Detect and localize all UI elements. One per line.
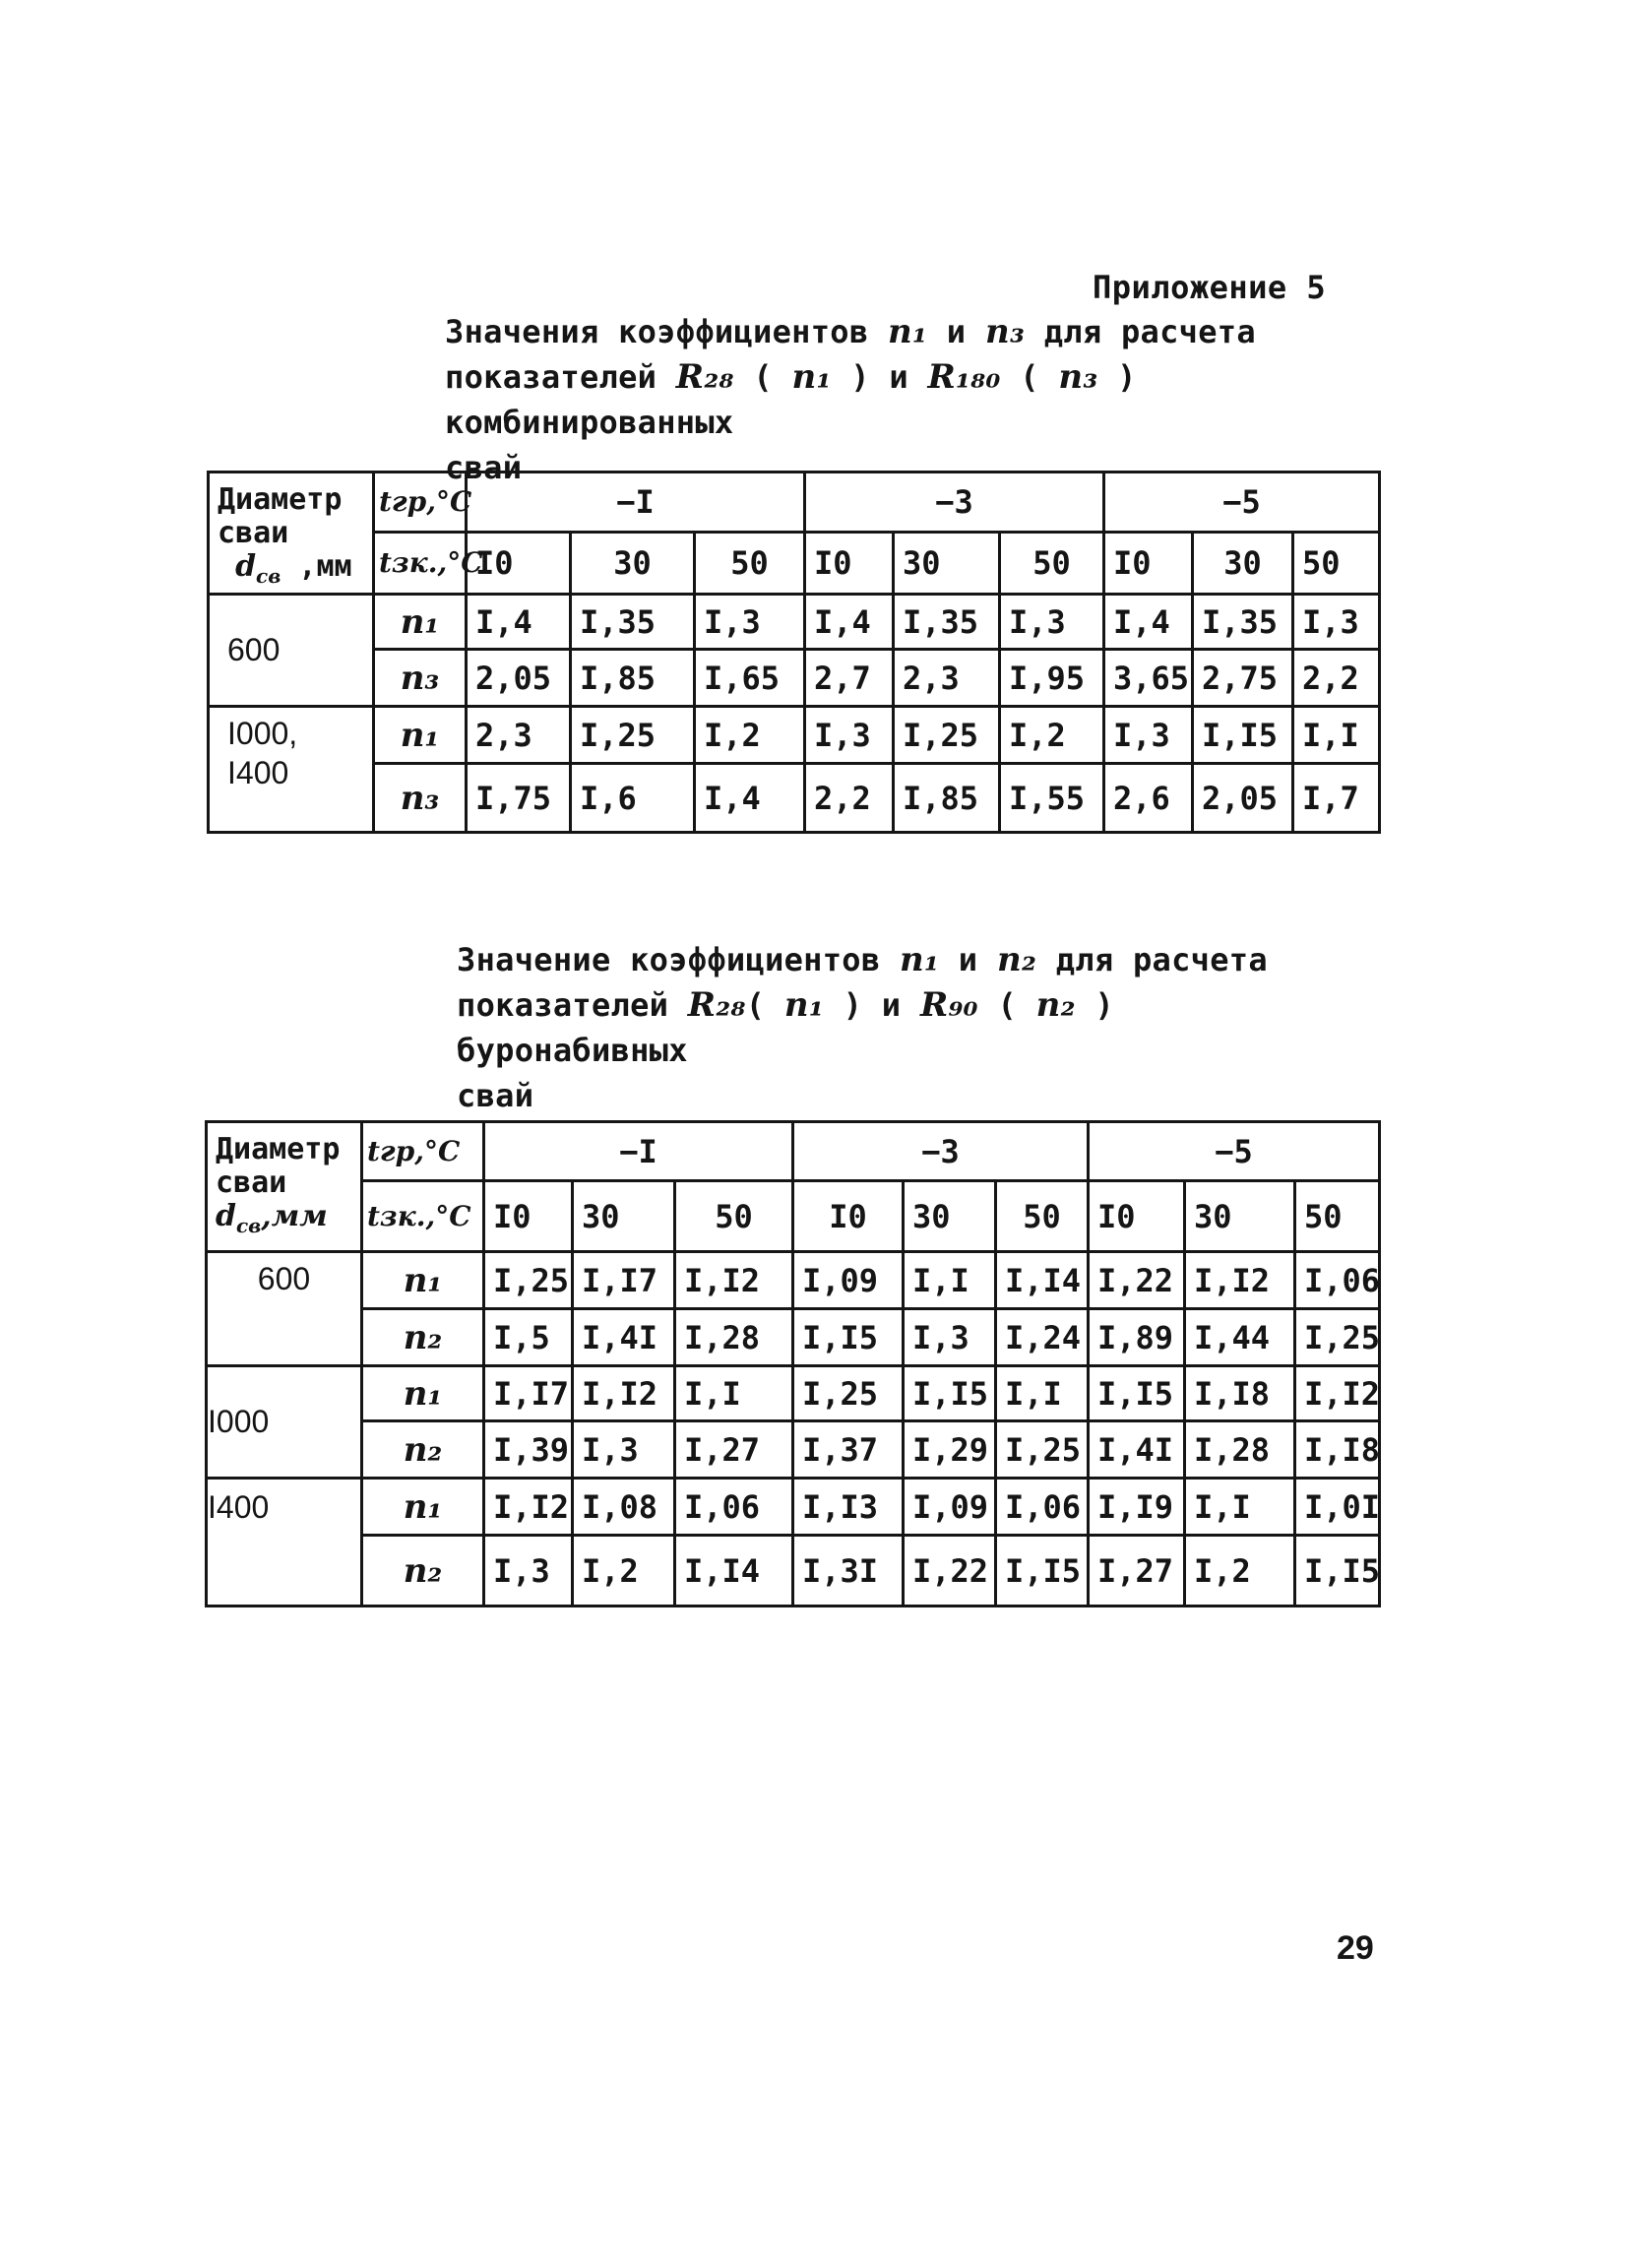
value-cell: I,I2 xyxy=(1185,1252,1295,1309)
value-cell: I,5 xyxy=(484,1309,573,1366)
diameter-symbol xyxy=(216,1200,360,1242)
coef-label: n₁ xyxy=(362,1252,484,1309)
value-cell: I,I xyxy=(904,1252,996,1309)
table1-caption-line3: свай xyxy=(445,449,523,486)
value-cell: 2,2 xyxy=(1293,650,1380,707)
table1-caption-line2 xyxy=(445,354,1331,445)
coef-symbol: n₂ xyxy=(996,940,1037,979)
group-header: −5 xyxy=(1089,1122,1380,1181)
coef-label: n₁ xyxy=(374,707,467,764)
value-cell: I,65 xyxy=(695,650,805,707)
value-cell: I,I2 xyxy=(675,1252,793,1309)
diameter-value: 600 xyxy=(207,1252,362,1366)
caption-text: и xyxy=(939,941,997,978)
t-hardening-header: tзк.,°C xyxy=(362,1181,484,1252)
value-cell: I,3 xyxy=(805,707,894,764)
value-cell: I,I7 xyxy=(484,1366,573,1421)
value-cell: 2,7 xyxy=(805,650,894,707)
table2-header-row1 xyxy=(207,1122,1380,1181)
value-cell: 3,65 xyxy=(1104,650,1193,707)
t-hardening-header: tзк.,°C xyxy=(374,532,467,594)
diameter-value: I000 xyxy=(207,1366,362,1479)
sub-header: 50 xyxy=(1000,532,1104,594)
value-cell: I,85 xyxy=(571,650,695,707)
value-cell: I,25 xyxy=(996,1421,1089,1479)
value-cell: I,4 xyxy=(805,595,894,650)
table-row xyxy=(207,1309,1380,1366)
value-cell: I,I3 xyxy=(793,1479,904,1536)
value-cell: I,28 xyxy=(1185,1421,1295,1479)
value-cell: I,I4 xyxy=(996,1252,1089,1309)
value-cell: I,I xyxy=(996,1366,1089,1421)
value-cell: I,I8 xyxy=(1295,1421,1380,1479)
diameter-label: Диаметр xyxy=(218,482,343,517)
coef-label: n₁ xyxy=(374,595,467,650)
value-cell: I,85 xyxy=(894,764,1000,833)
diam-sub: св xyxy=(235,1214,262,1237)
value-cell: I,I2 xyxy=(573,1366,675,1421)
table1-caption xyxy=(445,309,1331,490)
coef-label: n₂ xyxy=(362,1309,484,1366)
value-cell: 2,05 xyxy=(467,650,571,707)
value-cell: I,3 xyxy=(1293,595,1380,650)
diameter-value-line: I400 xyxy=(227,755,289,790)
caption-text: ) и xyxy=(824,986,920,1024)
value-cell: I,75 xyxy=(467,764,571,833)
value-cell: I,I5 xyxy=(1295,1536,1380,1606)
value-cell: I,25 xyxy=(484,1252,573,1309)
value-cell: I,37 xyxy=(793,1421,904,1479)
value-cell: I,I2 xyxy=(1295,1366,1380,1421)
caption-text: ) комбинированных xyxy=(445,358,1137,441)
value-cell: I,08 xyxy=(573,1479,675,1536)
value-cell: I,3 xyxy=(1104,707,1193,764)
group-header: −I xyxy=(484,1122,793,1181)
coef-symbol: R₉₀ xyxy=(919,985,978,1025)
table-row xyxy=(209,764,1380,833)
value-cell: I,2 xyxy=(1185,1536,1295,1606)
value-cell: I,35 xyxy=(894,595,1000,650)
coef-symbol: R₂₈ xyxy=(687,985,746,1025)
value-cell: I,06 xyxy=(675,1479,793,1536)
value-cell: I,22 xyxy=(1089,1252,1185,1309)
coef-label: n₁ xyxy=(362,1479,484,1536)
value-cell: I,35 xyxy=(1193,595,1293,650)
sub-header: I0 xyxy=(793,1181,904,1252)
value-cell: I,4I xyxy=(573,1309,675,1366)
diam-sub: св xyxy=(256,564,281,588)
sub-header: 50 xyxy=(675,1181,793,1252)
caption-text: для расчета xyxy=(1036,941,1268,978)
coef-label: n₃ xyxy=(374,764,467,833)
group-header: −5 xyxy=(1104,472,1380,533)
sub-header: 30 xyxy=(894,532,1000,594)
group-header: −3 xyxy=(793,1122,1089,1181)
value-cell: 2,75 xyxy=(1193,650,1293,707)
value-cell: I,35 xyxy=(571,595,695,650)
coef-symbol: n₁ xyxy=(791,357,832,397)
diam-unit: ,мм xyxy=(261,1199,328,1233)
value-cell: I,39 xyxy=(484,1421,573,1479)
diameter-value: 600 xyxy=(209,595,374,707)
value-cell: 2,05 xyxy=(1193,764,1293,833)
table-row xyxy=(207,1252,1380,1309)
value-cell: I,25 xyxy=(793,1366,904,1421)
value-cell: I,06 xyxy=(996,1479,1089,1536)
coef-symbol: n₁ xyxy=(888,312,928,351)
sub-header: 50 xyxy=(1295,1181,1380,1252)
value-cell: 2,3 xyxy=(894,650,1000,707)
value-cell: I,44 xyxy=(1185,1309,1295,1366)
sub-header: 30 xyxy=(573,1181,675,1252)
value-cell: I,I5 xyxy=(996,1536,1089,1606)
value-cell: I,I5 xyxy=(793,1309,904,1366)
value-cell: I,2 xyxy=(695,707,805,764)
caption-text: Значения коэффициентов xyxy=(445,313,889,350)
caption-text: Значение коэффициентов xyxy=(457,941,901,978)
sub-header: 30 xyxy=(1193,532,1293,594)
t-ground-header: tгр,°C xyxy=(362,1122,484,1181)
page-number: 29 xyxy=(1337,1929,1374,1967)
value-cell: I,I xyxy=(675,1366,793,1421)
coef-label: n₂ xyxy=(362,1421,484,1479)
value-cell: I,I4 xyxy=(675,1536,793,1606)
value-cell: I,3 xyxy=(904,1309,996,1366)
caption-text: показателей xyxy=(457,986,688,1024)
value-cell: I,3 xyxy=(484,1536,573,1606)
value-cell: I,22 xyxy=(904,1536,996,1606)
diameter-value: I400 xyxy=(207,1479,362,1606)
value-cell: I,I8 xyxy=(1185,1366,1295,1421)
value-cell: I,I5 xyxy=(1089,1366,1185,1421)
caption-text: ) буронабивных xyxy=(457,986,1114,1069)
diam-sym: d xyxy=(216,1199,236,1233)
caption-text: ( xyxy=(733,358,792,396)
coef-symbol: n₁ xyxy=(900,940,940,979)
sub-header: I0 xyxy=(1104,532,1193,594)
coef-symbol: n₃ xyxy=(984,312,1026,351)
value-cell: I,4 xyxy=(695,764,805,833)
table2-caption xyxy=(457,937,1343,1118)
coef-symbol: n₃ xyxy=(1058,357,1098,397)
sub-header: 50 xyxy=(996,1181,1089,1252)
table2-caption-line1 xyxy=(457,937,1343,982)
group-header: −3 xyxy=(805,472,1104,533)
appendix-label: Приложение 5 xyxy=(1093,269,1327,306)
group-header: −I xyxy=(467,472,805,533)
value-cell: I,3 xyxy=(573,1421,675,1479)
sub-header: 50 xyxy=(695,532,805,594)
value-cell: I,4 xyxy=(1104,595,1193,650)
sub-header: 30 xyxy=(571,532,695,594)
value-cell: I,I2 xyxy=(484,1479,573,1536)
coef-symbol: n₁ xyxy=(783,985,825,1025)
table-row xyxy=(207,1366,1380,1421)
table-row xyxy=(207,1536,1380,1606)
diameter-label: сваи xyxy=(216,1166,287,1200)
table-row xyxy=(209,707,1380,764)
diameter-header xyxy=(207,1122,362,1252)
value-cell: I,4 xyxy=(467,595,571,650)
table-row xyxy=(209,595,1380,650)
coef-symbol: R₁₈₀ xyxy=(927,357,1001,397)
table2-caption-line3: свай xyxy=(457,1077,534,1114)
table1-caption-line1 xyxy=(445,309,1331,354)
value-cell: I,2 xyxy=(573,1536,675,1606)
value-cell: I,09 xyxy=(793,1252,904,1309)
value-cell: 2,6 xyxy=(1104,764,1193,833)
value-cell: I,25 xyxy=(571,707,695,764)
value-cell: I,24 xyxy=(996,1309,1089,1366)
value-cell: I,6 xyxy=(571,764,695,833)
diameter-value-line: I000, xyxy=(227,716,298,751)
value-cell: I,89 xyxy=(1089,1309,1185,1366)
caption-text: ( xyxy=(977,986,1036,1024)
value-cell: I,55 xyxy=(1000,764,1104,833)
coef-label: n₁ xyxy=(362,1366,484,1421)
value-cell: I,27 xyxy=(675,1421,793,1479)
value-cell: I,I xyxy=(1293,707,1380,764)
value-cell: I,25 xyxy=(894,707,1000,764)
value-cell: I,27 xyxy=(1089,1536,1185,1606)
value-cell: I,95 xyxy=(1000,650,1104,707)
table2-caption-line2 xyxy=(457,982,1343,1073)
table2-header-row2 xyxy=(207,1181,1380,1252)
sub-header: I0 xyxy=(484,1181,573,1252)
value-cell: I,06 xyxy=(1295,1252,1380,1309)
value-cell: I,7 xyxy=(1293,764,1380,833)
sub-header: 30 xyxy=(1185,1181,1295,1252)
value-cell: I,2 xyxy=(1000,707,1104,764)
caption-text: ( xyxy=(1000,358,1059,396)
table1-header-row1 xyxy=(209,472,1380,533)
value-cell: I,I9 xyxy=(1089,1479,1185,1536)
diameter-symbol xyxy=(218,550,372,593)
caption-text: показателей xyxy=(445,358,676,396)
coef-symbol: n₂ xyxy=(1035,985,1076,1025)
table1-header-row2 xyxy=(209,532,1380,594)
value-cell: I,0I xyxy=(1295,1479,1380,1536)
sub-header: I0 xyxy=(1089,1181,1185,1252)
coef-symbol: R₂₈ xyxy=(675,357,734,397)
value-cell: 2,3 xyxy=(467,707,571,764)
value-cell: I,09 xyxy=(904,1479,996,1536)
caption-text: и xyxy=(927,313,985,350)
caption-text: ( xyxy=(745,986,784,1024)
table1 xyxy=(207,471,1381,834)
value-cell: I,3 xyxy=(1000,595,1104,650)
sub-header: 30 xyxy=(904,1181,996,1252)
value-cell: I,3 xyxy=(695,595,805,650)
diameter-value xyxy=(209,707,374,833)
value-cell: I,3I xyxy=(793,1536,904,1606)
value-cell: 2,2 xyxy=(805,764,894,833)
value-cell: I,28 xyxy=(675,1309,793,1366)
diam-sym: d xyxy=(235,549,257,584)
value-cell: I,I5 xyxy=(904,1366,996,1421)
sub-header: 50 xyxy=(1293,532,1380,594)
value-cell: I,I5 xyxy=(1193,707,1293,764)
caption-text: для расчета xyxy=(1025,313,1256,350)
table-row xyxy=(207,1479,1380,1536)
value-cell: I,I xyxy=(1185,1479,1295,1536)
sub-header: I0 xyxy=(467,532,571,594)
coef-label: n₃ xyxy=(374,650,467,707)
diameter-label: Диаметр xyxy=(216,1132,341,1166)
table2 xyxy=(205,1120,1381,1607)
sub-header: I0 xyxy=(805,532,894,594)
table-row xyxy=(209,650,1380,707)
value-cell: I,I7 xyxy=(573,1252,675,1309)
value-cell: I,25 xyxy=(1295,1309,1380,1366)
diameter-header xyxy=(209,472,374,595)
table-row xyxy=(207,1421,1380,1479)
caption-text: ) и xyxy=(831,358,928,396)
value-cell: I,29 xyxy=(904,1421,996,1479)
t-ground-header: tгр,°C xyxy=(374,472,467,533)
diameter-label: сваи xyxy=(218,516,289,550)
value-cell: I,4I xyxy=(1089,1421,1185,1479)
diam-unit: ,мм xyxy=(281,549,352,584)
coef-label: n₂ xyxy=(362,1536,484,1606)
